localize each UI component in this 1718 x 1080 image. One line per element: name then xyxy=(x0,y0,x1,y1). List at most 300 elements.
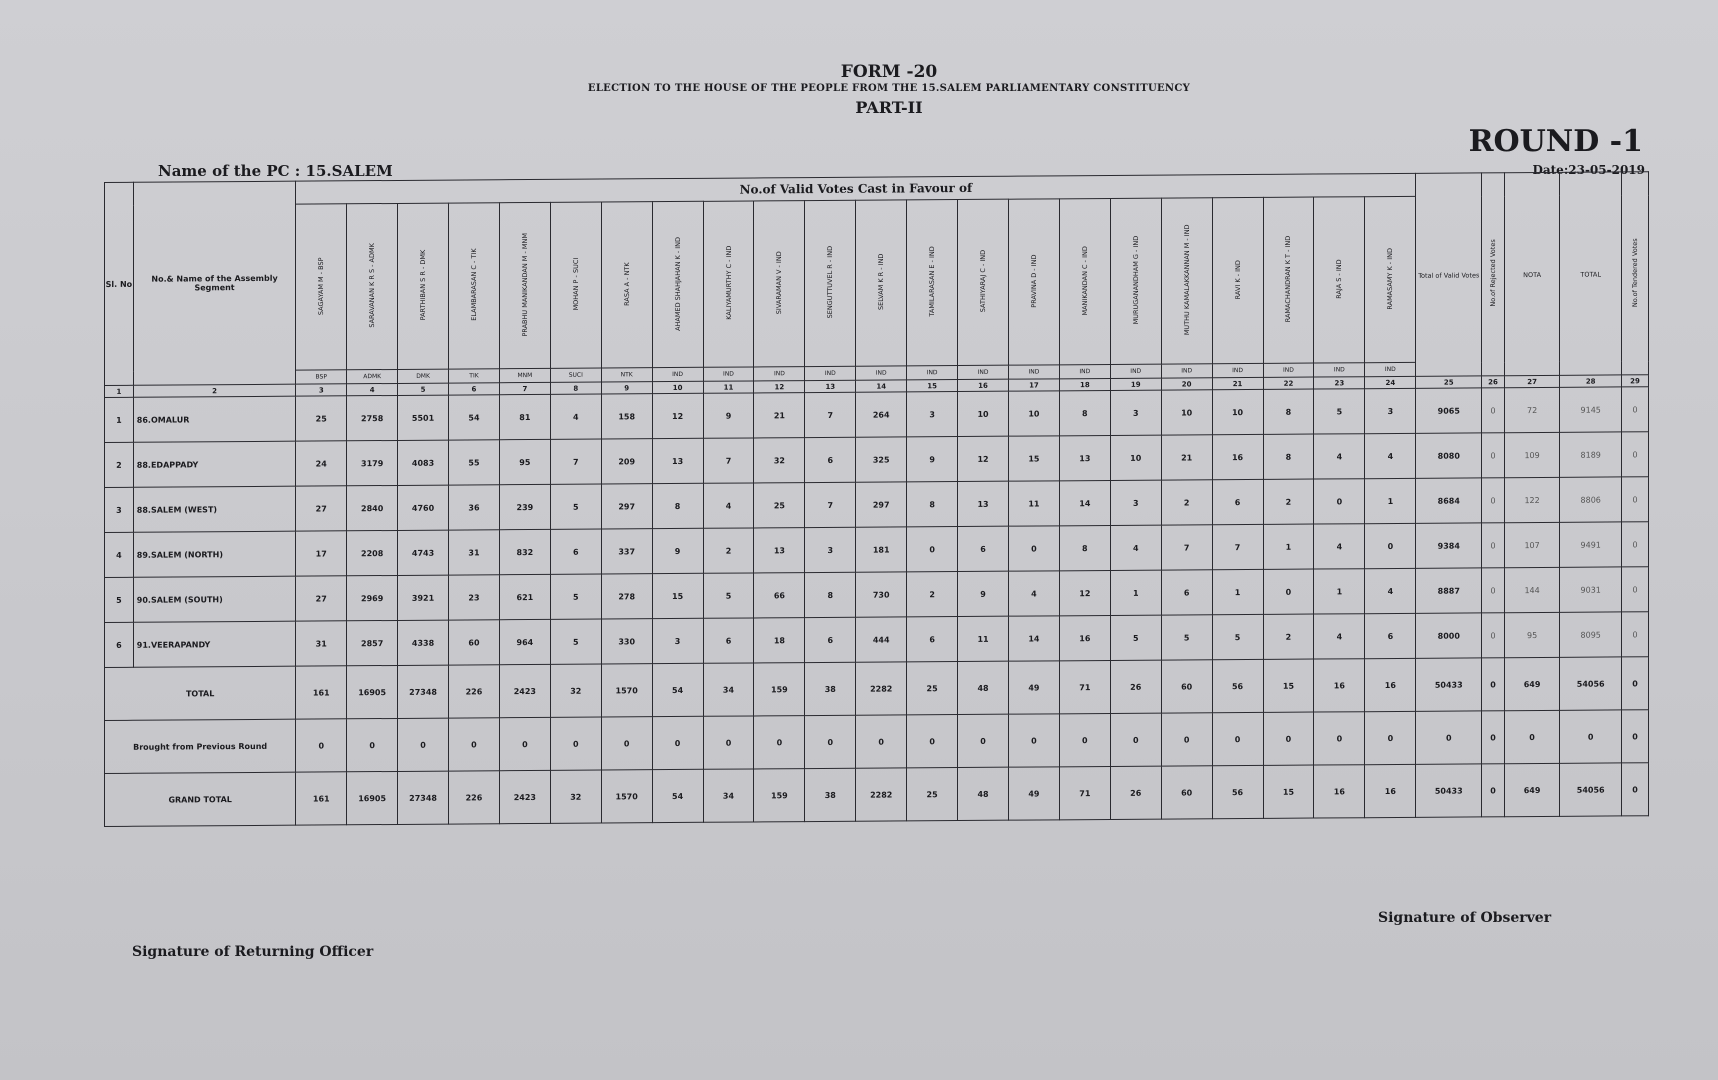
vote-cell: 95 xyxy=(499,439,550,484)
vote-cell: 1570 xyxy=(601,770,652,823)
vote-cell: 0 xyxy=(754,716,805,769)
vote-cell: 278 xyxy=(601,574,652,619)
summary-cell: 8684 xyxy=(1416,478,1482,523)
vote-cell: 337 xyxy=(601,529,652,574)
vote-cell: 4 xyxy=(703,483,754,528)
vote-cell: 16 xyxy=(1365,658,1416,711)
vote-cell: 2969 xyxy=(347,575,398,620)
vote-cell: 2 xyxy=(703,528,754,573)
vote-cell: 27348 xyxy=(398,771,449,824)
candidate-header xyxy=(1008,199,1059,365)
column-number: 23 xyxy=(1314,377,1365,389)
vote-cell: 54 xyxy=(652,769,703,822)
candidate-party: IND xyxy=(1314,363,1365,377)
vote-cell: 13 xyxy=(754,528,805,573)
vote-cell: 16905 xyxy=(347,771,398,824)
column-number: 12 xyxy=(754,381,805,393)
summary-cell: 0 xyxy=(1482,613,1505,658)
candidate-name: PRABHU MANIKANDAN M - MNM xyxy=(520,232,529,337)
vote-cell: 0 xyxy=(601,717,652,770)
summary-cell: 95 xyxy=(1504,612,1560,657)
candidate-name: AHAMED SHAHJAHAN K - IND xyxy=(673,236,682,331)
vote-cell: 4 xyxy=(1314,614,1365,659)
vote-cell: 3 xyxy=(805,527,856,572)
column-number: 14 xyxy=(856,380,907,392)
candidate-party: IND xyxy=(1161,364,1212,378)
vote-cell: 8 xyxy=(1263,389,1314,434)
round-label: ROUND -1 xyxy=(1468,124,1643,159)
candidate-name: SELVAM K R - IND xyxy=(877,253,886,311)
vote-cell: 16 xyxy=(1212,434,1263,479)
column-number: 16 xyxy=(958,379,1009,391)
election-title: ELECTION TO THE HOUSE OF THE PEOPLE FROM THE 15.SALEM PARLIAMENTARY CONSTITUENCY xyxy=(587,83,1191,94)
row-segment: 91.VEERAPANDY xyxy=(133,621,296,667)
summary-cell: 109 xyxy=(1504,432,1560,477)
vote-cell: 25 xyxy=(296,396,347,441)
vote-cell: 0 xyxy=(296,719,347,772)
vote-cell: 239 xyxy=(499,484,550,529)
vote-cell: 8 xyxy=(1263,434,1314,479)
summary-cell: 0 xyxy=(1560,710,1622,763)
vote-cell: 24 xyxy=(296,441,347,486)
vote-cell: 10 xyxy=(1161,390,1212,435)
vote-cell: 2857 xyxy=(347,620,398,665)
candidate-party: MNM xyxy=(499,368,550,382)
candidate-name: RASA A - NTK xyxy=(622,262,631,306)
vote-cell: 2282 xyxy=(856,662,907,715)
vote-cell: 2 xyxy=(1263,479,1314,524)
vote-cell: 8 xyxy=(907,482,958,527)
valid-votes-header: No.of Valid Votes Cast in Favour of xyxy=(296,173,1416,204)
candidate-party: ADMK xyxy=(347,369,398,383)
vote-cell: 2840 xyxy=(347,485,398,530)
vote-cell: 0 xyxy=(1059,713,1110,766)
candidate-name: PARTHIBAN S R - DMK xyxy=(419,249,428,321)
vote-cell: 0 xyxy=(449,718,500,771)
summary-cell: 0 xyxy=(1482,478,1505,523)
candidate-name: MUTHU KAMALAKKANNAN M - IND xyxy=(1182,224,1191,336)
summary-cell: 8000 xyxy=(1416,613,1482,658)
candidate-party: BSP xyxy=(296,370,347,384)
vote-cell: 16 xyxy=(1059,615,1110,660)
vote-cell: 3 xyxy=(652,618,703,663)
candidate-header xyxy=(652,201,703,367)
column-number: 19 xyxy=(1110,378,1161,390)
vote-cell: 0 xyxy=(1008,714,1059,767)
candidate-header xyxy=(499,202,550,368)
summary-cell: 50433 xyxy=(1416,658,1482,711)
vote-cell: 0 xyxy=(1008,526,1059,571)
candidate-party: IND xyxy=(1059,364,1110,378)
candidate-name: RAMACHANDRAN K T - IND xyxy=(1284,235,1293,323)
vote-cell: 0 xyxy=(1263,569,1314,614)
vote-cell: 0 xyxy=(1161,713,1212,766)
summary-cell: 72 xyxy=(1504,387,1560,432)
vote-cell: 6 xyxy=(958,526,1009,571)
vote-cell: 21 xyxy=(754,393,805,438)
candidate-name: SARAVANAN K R S - ADMK xyxy=(368,243,377,328)
vote-cell: 8 xyxy=(1059,525,1110,570)
vote-cell: 10 xyxy=(1110,435,1161,480)
vote-cell: 3179 xyxy=(347,440,398,485)
vote-cell: 9 xyxy=(703,393,754,438)
results-table-wrapper xyxy=(104,171,1649,827)
vote-cell: 13 xyxy=(1059,435,1110,480)
vote-cell: 832 xyxy=(499,529,550,574)
vote-cell: 0 xyxy=(958,714,1009,767)
row-segment: 86.OMALUR xyxy=(133,396,296,442)
candidate-name: RAJA S - IND xyxy=(1335,259,1344,299)
candidate-header xyxy=(296,204,347,370)
vote-cell: 71 xyxy=(1059,660,1110,713)
summary-cell: 50433 xyxy=(1416,764,1482,817)
vote-cell: 264 xyxy=(856,392,907,437)
candidate-header xyxy=(754,201,805,367)
vote-cell: 1 xyxy=(1263,524,1314,569)
summary-cell: 9384 xyxy=(1416,523,1482,568)
summary-cell: 107 xyxy=(1504,522,1560,567)
vote-cell: 27348 xyxy=(398,665,449,718)
column-number: 15 xyxy=(907,380,958,392)
candidate-name: MANIKANDAN C - IND xyxy=(1080,245,1089,316)
summary-cell: 0 xyxy=(1504,710,1560,763)
vote-cell: 15 xyxy=(652,573,703,618)
vote-cell: 0 xyxy=(550,717,601,770)
summary-cell: 0 xyxy=(1482,711,1505,764)
vote-cell: 4 xyxy=(550,394,601,439)
vote-cell: 6 xyxy=(907,617,958,662)
vote-cell: 9 xyxy=(652,528,703,573)
vote-cell: 7 xyxy=(703,438,754,483)
vote-cell: 730 xyxy=(856,572,907,617)
row-segment: 90.SALEM (SOUTH) xyxy=(133,576,296,622)
candidate-header xyxy=(550,202,601,368)
brought-label: Brought from Previous Round xyxy=(105,719,296,773)
vote-cell: 2 xyxy=(1161,480,1212,525)
candidate-party: SUCI xyxy=(550,368,601,382)
candidate-name: RAVI K - IND xyxy=(1233,259,1242,300)
summary-header-text: TOTAL xyxy=(1580,270,1601,279)
vote-cell: 621 xyxy=(499,574,550,619)
row-sl: 2 xyxy=(105,442,134,487)
column-number: 26 xyxy=(1482,376,1505,388)
vote-cell: 31 xyxy=(296,621,347,666)
summary-cell: 144 xyxy=(1504,567,1560,612)
vote-cell: 11 xyxy=(1008,481,1059,526)
summary-cell: 8095 xyxy=(1560,612,1622,657)
vote-cell: 14 xyxy=(1059,480,1110,525)
vote-cell: 56 xyxy=(1212,765,1263,818)
candidate-party: IND xyxy=(652,367,703,381)
candidate-party: IND xyxy=(703,367,754,381)
candidate-name: SAGAYAM M - BSP xyxy=(317,257,326,315)
candidate-header xyxy=(398,203,449,369)
vote-cell: 32 xyxy=(754,438,805,483)
vote-cell: 7 xyxy=(1212,524,1263,569)
candidate-party: IND xyxy=(856,366,907,380)
candidate-party: IND xyxy=(1263,363,1314,377)
vote-cell: 0 xyxy=(1212,712,1263,765)
summary-cell: 8189 xyxy=(1560,432,1622,477)
results-table xyxy=(104,171,1649,827)
vote-cell: 10 xyxy=(958,391,1009,436)
summary-cell: 0 xyxy=(1622,657,1649,710)
candidate-header xyxy=(856,200,907,366)
vote-cell: 159 xyxy=(754,663,805,716)
candidate-header xyxy=(449,203,500,369)
summary-cell: 0 xyxy=(1482,433,1505,478)
vote-cell: 12 xyxy=(652,393,703,438)
row-sl: 1 xyxy=(105,397,134,442)
vote-cell: 56 xyxy=(1212,659,1263,712)
summary-cell: 8080 xyxy=(1416,433,1482,478)
candidate-party: IND xyxy=(754,367,805,381)
vote-cell: 7 xyxy=(550,439,601,484)
candidate-header xyxy=(805,200,856,366)
candidate-name: TAMILARASAN E - IND xyxy=(928,246,937,317)
summary-header-text: Total of Valid Votes xyxy=(1418,270,1480,280)
vote-cell: 32 xyxy=(550,664,601,717)
column-number: 2 xyxy=(133,384,296,397)
vote-cell: 0 xyxy=(856,715,907,768)
vote-cell: 0 xyxy=(805,715,856,768)
vote-cell: 6 xyxy=(1212,479,1263,524)
candidate-name: SENGUTTUVEL R - IND xyxy=(826,246,835,319)
total-label: TOTAL xyxy=(105,666,296,720)
vote-cell: 6 xyxy=(805,617,856,662)
vote-cell: 81 xyxy=(499,394,550,439)
summary-cell: 0 xyxy=(1622,432,1649,477)
candidate-party: IND xyxy=(1110,364,1161,378)
vote-cell: 3921 xyxy=(398,575,449,620)
vote-cell: 0 xyxy=(703,716,754,769)
summary-cell: 0 xyxy=(1482,388,1505,433)
summary-header-1 xyxy=(1482,173,1505,376)
summary-cell: 649 xyxy=(1504,657,1560,710)
candidate-name: SATHIYARAJ C - IND xyxy=(979,250,988,313)
date-label: Date:23-05-2019 xyxy=(1532,163,1645,177)
vote-cell: 25 xyxy=(907,768,958,821)
column-number: 28 xyxy=(1560,375,1622,387)
summary-cell: 122 xyxy=(1504,477,1560,522)
grand-label: GRAND TOTAL xyxy=(105,772,296,826)
vote-cell: 16 xyxy=(1365,764,1416,817)
row-segment: 88.EDAPPADY xyxy=(133,441,296,487)
vote-cell: 60 xyxy=(1161,660,1212,713)
column-number: 1 xyxy=(105,385,134,397)
returning-officer-signature-label: Signature of Returning Officer xyxy=(132,944,374,960)
vote-cell: 49 xyxy=(1008,767,1059,820)
vote-cell: 27 xyxy=(296,486,347,531)
summary-cell: 54056 xyxy=(1560,657,1622,710)
summary-cell: 0 xyxy=(1622,522,1649,567)
vote-cell: 6 xyxy=(1365,613,1416,658)
row-sl: 6 xyxy=(105,622,134,667)
candidate-party: IND xyxy=(1008,365,1059,379)
summary-header-text: No.of Tendered Votes xyxy=(1631,237,1640,307)
column-number: 21 xyxy=(1212,377,1263,389)
vote-cell: 26 xyxy=(1110,766,1161,819)
vote-cell: 55 xyxy=(449,440,500,485)
summary-header-text: No.of Rejected Votes xyxy=(1489,239,1497,307)
vote-cell: 4760 xyxy=(398,485,449,530)
vote-cell: 60 xyxy=(1161,766,1212,819)
candidate-name: KALIYAMURTHY C - IND xyxy=(724,246,733,321)
vote-cell: 0 xyxy=(1365,711,1416,764)
candidate-party: IND xyxy=(1212,363,1263,377)
vote-cell: 25 xyxy=(907,662,958,715)
column-number: 7 xyxy=(499,382,550,394)
summary-cell: 0 xyxy=(1482,764,1505,817)
summary-cell: 8887 xyxy=(1416,568,1482,613)
vote-cell: 4743 xyxy=(398,530,449,575)
summary-cell: 0 xyxy=(1622,387,1649,432)
column-number: 27 xyxy=(1504,375,1560,387)
vote-cell: 9 xyxy=(958,571,1009,616)
vote-cell: 66 xyxy=(754,573,805,618)
pc-name: Name of the PC : 15.SALEM xyxy=(158,162,393,180)
column-number: 5 xyxy=(398,383,449,395)
vote-cell: 25 xyxy=(754,483,805,528)
vote-cell: 7 xyxy=(1161,525,1212,570)
vote-cell: 15 xyxy=(1263,659,1314,712)
vote-cell: 297 xyxy=(856,482,907,527)
summary-cell: 8806 xyxy=(1560,477,1622,522)
vote-cell: 12 xyxy=(1059,570,1110,615)
vote-cell: 48 xyxy=(958,661,1009,714)
vote-cell: 4 xyxy=(1365,568,1416,613)
candidate-header xyxy=(1110,198,1161,364)
vote-cell: 15 xyxy=(1008,436,1059,481)
vote-cell: 2423 xyxy=(499,664,550,717)
vote-cell: 4 xyxy=(1314,524,1365,569)
summary-header-0 xyxy=(1416,173,1482,376)
vote-cell: 4083 xyxy=(398,440,449,485)
summary-cell: 54056 xyxy=(1560,763,1622,816)
vote-cell: 48 xyxy=(958,767,1009,820)
vote-cell: 2758 xyxy=(347,395,398,440)
vote-cell: 10 xyxy=(1008,391,1059,436)
candidate-name: RAMASAMY K - IND xyxy=(1386,247,1395,310)
summary-cell: 0 xyxy=(1622,763,1649,816)
column-number: 20 xyxy=(1161,378,1212,390)
column-number: 18 xyxy=(1059,378,1110,390)
part-title: PART-II xyxy=(855,98,923,117)
vote-cell: 6 xyxy=(550,529,601,574)
vote-cell: 5 xyxy=(703,573,754,618)
vote-cell: 0 xyxy=(1365,523,1416,568)
vote-cell: 5 xyxy=(1110,615,1161,660)
vote-cell: 1 xyxy=(1110,570,1161,615)
vote-cell: 4338 xyxy=(398,620,449,665)
vote-cell: 5 xyxy=(550,574,601,619)
vote-cell: 181 xyxy=(856,527,907,572)
vote-cell: 4 xyxy=(1314,434,1365,479)
vote-cell: 54 xyxy=(449,395,500,440)
column-number: 17 xyxy=(1008,379,1059,391)
summary-cell: 9145 xyxy=(1560,387,1622,432)
vote-cell: 26 xyxy=(1110,660,1161,713)
row-sl: 4 xyxy=(105,532,134,577)
vote-cell: 2423 xyxy=(499,770,550,823)
vote-cell: 18 xyxy=(754,618,805,663)
vote-cell: 7 xyxy=(805,482,856,527)
vote-cell: 1 xyxy=(1212,569,1263,614)
vote-cell: 0 xyxy=(907,527,958,572)
vote-cell: 161 xyxy=(296,772,347,825)
candidate-party: IND xyxy=(958,365,1009,379)
vote-cell: 4 xyxy=(1110,525,1161,570)
candidate-header xyxy=(601,202,652,368)
vote-cell: 14 xyxy=(1008,616,1059,661)
vote-cell: 1570 xyxy=(601,664,652,717)
vote-cell: 49 xyxy=(1008,661,1059,714)
vote-cell: 325 xyxy=(856,437,907,482)
vote-cell: 158 xyxy=(601,394,652,439)
candidate-header xyxy=(907,200,958,366)
row-sl: 5 xyxy=(105,577,134,622)
summary-cell: 0 xyxy=(1622,567,1649,612)
summary-cell: 0 xyxy=(1482,568,1505,613)
candidate-party: DMK xyxy=(398,369,449,383)
form-title: FORM -20 xyxy=(840,62,938,82)
summary-cell: 0 xyxy=(1416,711,1482,764)
candidate-header xyxy=(958,199,1009,365)
column-number: 24 xyxy=(1365,376,1416,388)
vote-cell: 17 xyxy=(296,531,347,576)
summary-header-text: NOTA xyxy=(1523,270,1542,279)
summary-cell: 9491 xyxy=(1560,522,1622,567)
candidate-header xyxy=(1314,197,1365,363)
summary-header-3 xyxy=(1560,172,1622,375)
vote-cell: 13 xyxy=(958,481,1009,526)
vote-cell: 3 xyxy=(1110,390,1161,435)
vote-cell: 11 xyxy=(958,616,1009,661)
vote-cell: 964 xyxy=(499,619,550,664)
column-number: 29 xyxy=(1622,375,1649,387)
candidate-header xyxy=(703,201,754,367)
vote-cell: 16905 xyxy=(347,665,398,718)
column-number: 4 xyxy=(347,383,398,395)
vote-cell: 7 xyxy=(805,392,856,437)
vote-cell: 3 xyxy=(907,392,958,437)
candidate-header xyxy=(347,203,398,369)
vote-cell: 16 xyxy=(1314,765,1365,818)
vote-cell: 0 xyxy=(1263,712,1314,765)
vote-cell: 6 xyxy=(805,437,856,482)
vote-cell: 161 xyxy=(296,666,347,719)
candidate-party: IND xyxy=(1365,362,1416,376)
vote-cell: 6 xyxy=(703,618,754,663)
vote-cell: 16 xyxy=(1314,659,1365,712)
column-number: 10 xyxy=(652,381,703,393)
vote-cell: 32 xyxy=(550,770,601,823)
summary-cell: 0 xyxy=(1482,658,1505,711)
candidate-header xyxy=(1263,197,1314,363)
vote-cell: 5 xyxy=(1212,614,1263,659)
candidate-party: TIK xyxy=(449,369,500,383)
vote-cell: 226 xyxy=(449,665,500,718)
vote-cell: 23 xyxy=(449,575,500,620)
vote-cell: 5 xyxy=(550,619,601,664)
row-segment: 89.SALEM (NORTH) xyxy=(133,531,296,577)
column-number: 9 xyxy=(601,382,652,394)
candidate-header xyxy=(1365,196,1416,362)
grand-row xyxy=(105,763,1649,827)
vote-cell: 0 xyxy=(907,715,958,768)
vote-cell: 12 xyxy=(958,436,1009,481)
vote-cell: 444 xyxy=(856,617,907,662)
